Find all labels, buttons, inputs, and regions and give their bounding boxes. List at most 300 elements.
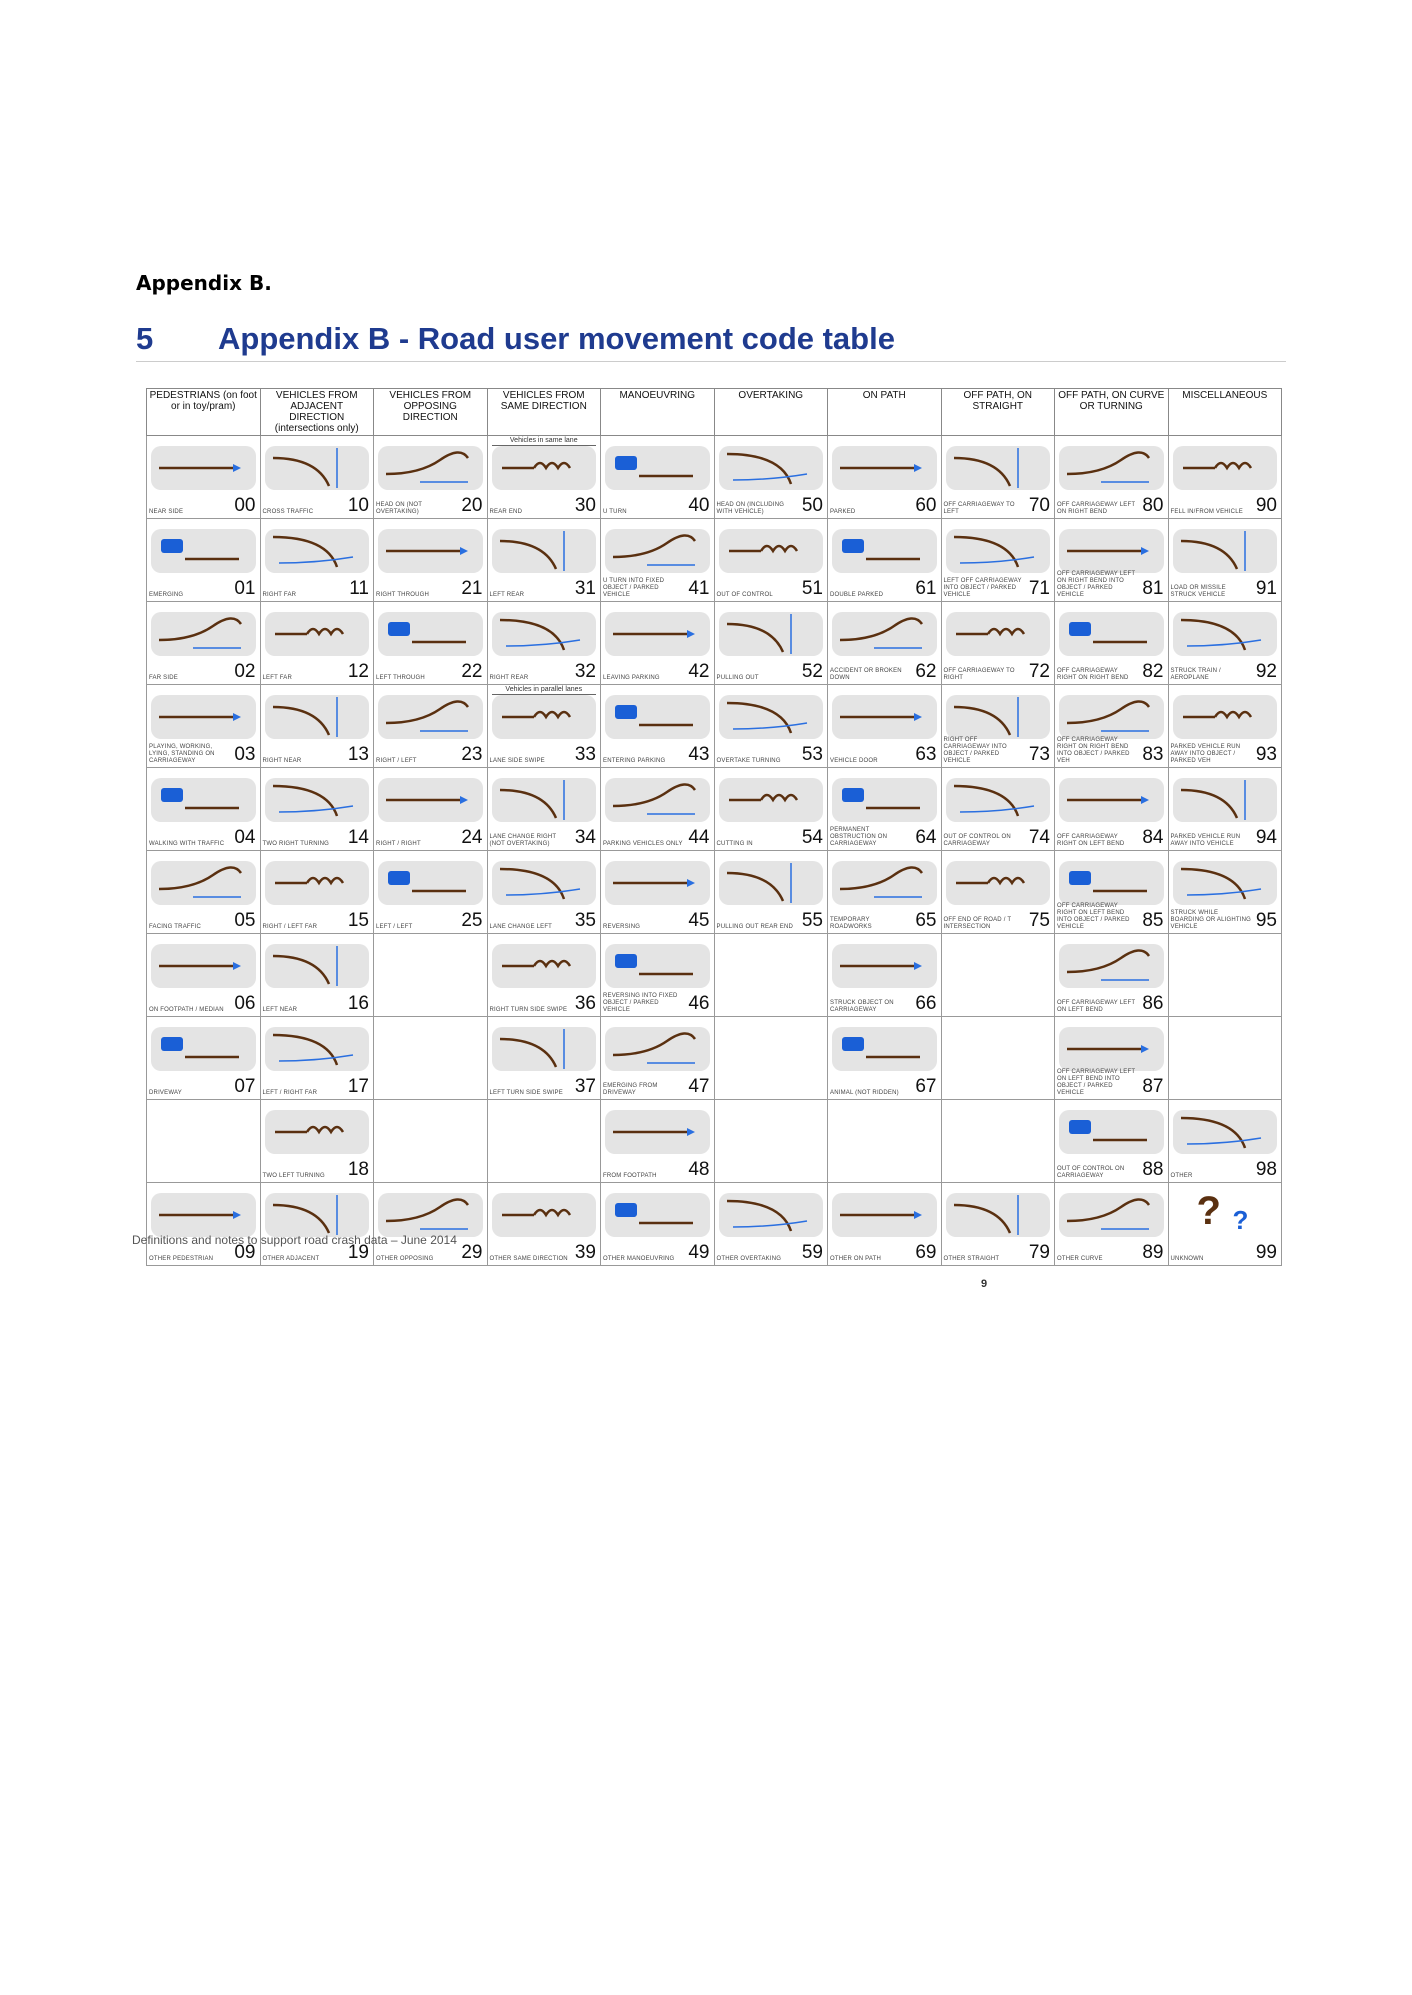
movement-cell [715,851,828,933]
movement-cell [1169,1183,1282,1265]
movement-label: TWO LEFT TURNING [262,1173,325,1179]
movement-label: OTHER OVERTAKING [716,1256,782,1262]
movement-label: FROM FOOTPATH [603,1173,657,1179]
code-cell [487,436,601,519]
movement-cell [261,934,374,1016]
movement-cell [715,685,828,767]
movement-label: RIGHT / LEFT FAR [262,924,318,930]
movement-code: 12 [347,661,369,682]
movement-cell [488,685,601,767]
code-cell [1168,436,1282,519]
code-cell [374,602,488,685]
movement-code: 17 [347,1076,369,1097]
code-cell [601,519,715,602]
code-cell [1168,768,1282,851]
movement-code: 83 [1142,744,1164,765]
movement-cell [1055,602,1168,684]
code-cell [828,851,942,934]
question-mark-icon: ? [1232,1205,1249,1235]
movement-label: OFF CARRIAGEWAY LEFT ON RIGHT BEND [1057,502,1136,515]
movement-code: 05 [234,910,256,931]
movement-code: 59 [801,1242,823,1263]
movement-cell [374,685,487,767]
code-cell [147,436,261,519]
movement-cell [488,1183,601,1265]
movement-code: 24 [461,827,483,848]
movement-code: 64 [915,827,937,848]
movement-label: RIGHT REAR [489,675,529,681]
movement-label: FAR SIDE [149,675,178,681]
movement-cell [147,768,260,850]
movement-label: PARKING VEHICLES ONLY [603,841,683,847]
movement-label: OTHER ADJACENT [262,1256,320,1262]
table-row [147,602,1282,685]
movement-code: 04 [234,827,256,848]
code-cell [1055,934,1169,1017]
movement-cell [374,519,487,601]
movement-label: RIGHT THROUGH [376,592,430,598]
movement-code: 51 [801,578,823,599]
movement-label: LANE CHANGE LEFT [489,924,553,930]
movement-cell [1055,1183,1168,1265]
code-cell [487,519,601,602]
movement-label: STRUCK WHILE BOARDING OR ALIGHTING VEHICLE [1170,910,1252,930]
code-cell [941,436,1055,519]
movement-code: 70 [1028,495,1050,516]
movement-cell [488,519,601,601]
movement-label: LEFT THROUGH [376,675,425,681]
movement-code: 22 [461,661,483,682]
movement-cell [715,602,828,684]
movement-label: PULLING OUT REAR END [716,924,794,930]
movement-label: STRUCK OBJECT ON CARRIAGEWAY [830,1000,894,1013]
movement-label: PARKED VEHICLE RUN AWAY INTO VEHICLE [1170,834,1241,847]
movement-code: 15 [347,910,369,931]
movement-label: LEFT NEAR [262,1007,298,1013]
movement-cell [374,1183,487,1265]
movement-code: 01 [234,578,256,599]
movement-label: OUT OF CONTROL ON CARRIAGEWAY [943,834,1011,847]
movement-code: 90 [1255,495,1277,516]
movement-code: 79 [1028,1242,1050,1263]
movement-label: REVERSING INTO FIXED OBJECT / PARKED VEHICLE [603,993,678,1013]
code-cell [714,768,828,851]
code-cell [260,1183,374,1266]
movement-label: FACING TRAFFIC [149,924,202,930]
movement-cell [261,851,374,933]
code-cell [260,768,374,851]
code-cell [941,685,1055,768]
movement-cell [942,436,1055,518]
movement-label: OFF CARRIAGEWAY LEFT ON LEFT BEND [1057,1000,1136,1013]
movement-label: ANIMAL (NOT RIDDEN) [830,1090,899,1096]
code-cell [260,685,374,768]
movement-cell [1169,768,1282,850]
movement-label: DOUBLE PARKED [830,592,884,598]
movement-cell [488,602,601,684]
code-cell [1055,1183,1169,1266]
movement-code: 42 [688,661,710,682]
code-cell [714,685,828,768]
code-cell [147,685,261,768]
movement-label: OTHER STRAIGHT [943,1256,1000,1262]
movement-label: ON FOOTPATH / MEDIAN [149,1007,224,1013]
movement-code: 06 [234,993,256,1014]
movement-label: OFF CARRIAGEWAY RIGHT ON RIGHT BEND [1057,668,1129,681]
movement-label: PULLING OUT [716,675,759,681]
movement-cell [715,519,828,601]
movement-code: 94 [1255,827,1277,848]
lane-note: Vehicles in same lane [492,436,597,446]
movement-code: 52 [801,661,823,682]
movement-code: 81 [1142,578,1164,599]
movement-cell [601,1100,714,1182]
movement-cell [147,436,260,518]
movement-code: 53 [801,744,823,765]
movement-code: 69 [915,1242,937,1263]
movement-code: 10 [347,495,369,516]
movement-label: OTHER SAME DIRECTION [489,1256,568,1262]
code-cell [1055,768,1169,851]
movement-cell [374,768,487,850]
movement-label: OFF END OF ROAD / T INTERSECTION [943,917,1012,930]
code-cell [374,768,488,851]
movement-cell [828,436,941,518]
movement-code: 87 [1142,1076,1164,1097]
code-cell [147,1183,261,1266]
movement-label: OTHER PEDESTRIAN [149,1256,214,1262]
movement-label: PLAYING, WORKING, LYING, STANDING ON CARRIAGEWAY [149,744,215,764]
code-cell [941,1017,1055,1100]
movement-label: OFF CARRIAGEWAY TO RIGHT [943,668,1015,681]
movement-label: ACCIDENT OR BROKEN DOWN [830,668,902,681]
code-cell [828,1017,942,1100]
code-cell [487,1183,601,1266]
code-cell [1055,1017,1169,1100]
movement-label: OUT OF CONTROL ON CARRIAGEWAY [1057,1166,1125,1179]
movement-cell [1169,851,1282,933]
movement-code: 72 [1028,661,1050,682]
movement-code: 65 [915,910,937,931]
movement-code: 23 [461,744,483,765]
movement-cell [942,519,1055,601]
code-cell [714,519,828,602]
movement-cell [374,602,487,684]
code-cell [714,1017,828,1100]
code-cell [1168,934,1282,1017]
movement-label: OTHER [1170,1173,1193,1179]
movement-code: 13 [347,744,369,765]
movement-cell [715,436,828,518]
movement-code: 89 [1142,1242,1164,1263]
movement-code: 11 [349,578,369,599]
code-cell [1168,685,1282,768]
movement-code: 86 [1142,993,1164,1014]
code-cell [828,1100,942,1183]
table-row [147,519,1282,602]
table-row [147,1183,1282,1266]
movement-label: VEHICLE DOOR [830,758,878,764]
movement-cell [1055,436,1168,518]
code-cell [487,851,601,934]
code-cell [601,1100,715,1183]
code-cell [260,519,374,602]
movement-cell [147,851,260,933]
movement-cell [261,519,374,601]
movement-cell [261,768,374,850]
movement-code: 71 [1028,578,1050,599]
table-row [147,685,1282,768]
movement-code: 73 [1028,744,1050,765]
movement-label: TWO RIGHT TURNING [262,841,330,847]
code-cell [941,851,1055,934]
movement-label: CROSS TRAFFIC [262,509,314,515]
appendix-label: Appendix B. [136,271,272,295]
code-cell [147,1017,261,1100]
movement-cell [147,519,260,601]
movement-label: CUTTING IN [716,841,753,847]
movement-label: HEAD ON (INCLUDING WITH VEHICLE) [716,502,785,515]
movement-code: 19 [347,1242,369,1263]
movement-code: 66 [915,993,937,1014]
code-cell [828,934,942,1017]
movement-label: RIGHT / RIGHT [376,841,421,847]
code-cell [1055,851,1169,934]
movement-cell [147,1017,260,1099]
movement-cell [1169,436,1282,518]
movement-label: LEFT / RIGHT FAR [262,1090,318,1096]
movement-code: 36 [574,993,596,1014]
movement-code: 82 [1142,661,1164,682]
movement-code: 16 [347,993,369,1014]
movement-cell [601,1183,714,1265]
movement-cell [601,685,714,767]
code-cell [374,1183,488,1266]
code-cell [1168,851,1282,934]
movement-code: 02 [234,661,256,682]
movement-code: 07 [234,1076,256,1097]
movement-label: LEFT / LEFT [376,924,413,930]
movement-cell [1055,934,1168,1016]
code-cell [714,934,828,1017]
movement-code: 32 [574,661,596,682]
movement-label: RIGHT OFF CARRIAGEWAY INTO OBJECT / PARKED VEHICLE [943,737,1007,764]
movement-label: RIGHT NEAR [262,758,302,764]
movement-code: 62 [915,661,937,682]
code-cell [601,1183,715,1266]
movement-code: 93 [1255,744,1277,765]
movement-cell [828,685,941,767]
movement-code: 75 [1028,910,1050,931]
movement-cell [601,1017,714,1099]
movement-cell [261,685,374,767]
movement-cell [261,1017,374,1099]
movement-cell [261,602,374,684]
movement-code: 41 [688,578,710,599]
movement-code: 49 [688,1242,710,1263]
movement-cell [828,851,941,933]
movement-cell [828,1183,941,1265]
movement-cell [488,934,601,1016]
movement-label: REVERSING [603,924,641,930]
movement-cell [715,1183,828,1265]
movement-code: 30 [574,495,596,516]
code-cell [487,1100,601,1183]
movement-label: OUT OF CONTROL [716,592,773,598]
movement-cell [828,602,941,684]
code-cell [1168,519,1282,602]
code-cell [828,519,942,602]
code-cell [147,519,261,602]
movement-code: 99 [1255,1242,1277,1263]
movement-label: EMERGING FROM DRIVEWAY [603,1083,658,1096]
code-cell [1055,519,1169,602]
movement-cell [828,934,941,1016]
code-cell [374,685,488,768]
movement-code: 60 [915,495,937,516]
code-cell [828,768,942,851]
code-cell [487,602,601,685]
code-cell [941,602,1055,685]
code-cell [147,934,261,1017]
movement-label: STRUCK TRAIN / AEROPLANE [1170,668,1221,681]
movement-cell [1055,768,1168,850]
code-cell [1055,602,1169,685]
movement-cell [942,685,1055,767]
movement-cell [488,768,601,850]
code-cell [714,1183,828,1266]
movement-cell [942,1183,1055,1265]
movement-label: OVERTAKE TURNING [716,758,781,764]
code-cell [828,685,942,768]
movement-cell [942,768,1055,850]
movement-code: 03 [234,744,256,765]
movement-code: 91 [1255,578,1277,599]
code-cell [374,519,488,602]
code-cell [714,1100,828,1183]
movement-code: 84 [1142,827,1164,848]
movement-label: LEFT OFF CARRIAGEWAY INTO OBJECT / PARKED VEHICLE [943,578,1022,598]
code-cell [1055,1100,1169,1183]
code-cell [147,851,261,934]
movement-label: OFF CARRIAGEWAY RIGHT ON LEFT BEND [1057,834,1125,847]
code-cell [601,851,715,934]
movement-code: 88 [1142,1159,1164,1180]
movement-cell [488,436,601,518]
code-cell [714,602,828,685]
movement-label: U TURN INTO FIXED OBJECT / PARKED VEHICLE [603,578,665,598]
code-cell [601,768,715,851]
code-cell [260,851,374,934]
section-title: Appendix B - Road user movement code table [218,321,895,356]
movement-cell [147,1183,260,1265]
code-cell [374,934,488,1017]
code-cell [601,436,715,519]
movement-label: OFF CARRIAGEWAY RIGHT ON RIGHT BEND INTO OBJECT / PARKED VEH [1057,737,1130,764]
code-cell [147,602,261,685]
code-cell [828,1183,942,1266]
movement-code: 31 [574,578,596,599]
column-header: MISCELLANEOUS [1168,389,1282,436]
column-header: ON PATH [828,389,942,436]
movement-label: RIGHT TURN SIDE SWIPE [489,1007,568,1013]
movement-code: 54 [801,827,823,848]
movement-label: LOAD OR MISSILE STRUCK VEHICLE [1170,585,1226,598]
code-cell [941,768,1055,851]
movement-code: 95 [1255,910,1277,931]
movement-code: 61 [915,578,937,599]
movement-code: 46 [688,993,710,1014]
column-header: OVERTAKING [714,389,828,436]
movement-cell [147,602,260,684]
movement-code: 37 [574,1076,596,1097]
movement-label: OTHER MANOEUVRING [603,1256,675,1262]
movement-cell [601,519,714,601]
movement-code: 74 [1028,827,1050,848]
code-cell [941,1183,1055,1266]
code-cell [487,1017,601,1100]
movement-code: 25 [461,910,483,931]
movement-label: LEAVING PARKING [603,675,660,681]
movement-label: LEFT TURN SIDE SWIPE [489,1090,563,1096]
movement-label: PARKED VEHICLE RUN AWAY INTO OBJECT / PARKED VEH [1170,744,1241,764]
movement-label: REAR END [489,509,523,515]
table-row [147,436,1282,519]
movement-label: LEFT REAR [489,592,525,598]
movement-label: OTHER ON PATH [830,1256,882,1262]
code-cell [374,436,488,519]
movement-cell [261,1183,374,1265]
movement-code: 18 [347,1159,369,1180]
code-cell [1168,1017,1282,1100]
code-cell [374,1017,488,1100]
footer-note: Definitions and notes to support road crash data – June 2014 [132,1233,457,1247]
code-cell [601,934,715,1017]
movement-code: 92 [1255,661,1277,682]
question-mark-icon: ? [1196,1189,1221,1233]
movement-label: OFF CARRIAGEWAY LEFT ON RIGHT BEND INTO OBJECT / PARKED VEHICLE [1057,571,1136,598]
movement-label: UNKNOWN [1170,1256,1204,1262]
movement-label: OFF CARRIAGEWAY TO LEFT [943,502,1015,515]
movement-cell [261,1100,374,1182]
movement-code: 85 [1142,910,1164,931]
code-cell [260,1017,374,1100]
code-cell [374,851,488,934]
table-row [147,851,1282,934]
movement-cell [1055,519,1168,601]
movement-cell [261,436,374,518]
movement-label: RIGHT FAR [262,592,297,598]
movement-cell [601,851,714,933]
movement-code: 67 [915,1076,937,1097]
code-cell [828,602,942,685]
movement-label: PERMANENT OBSTRUCTION ON CARRIAGEWAY [830,827,888,847]
movement-cell [1169,685,1282,767]
column-header: OFF PATH, ON CURVE OR TURNING [1055,389,1169,436]
movement-code: 80 [1142,495,1164,516]
table-row [147,1100,1282,1183]
movement-cell [1055,685,1168,767]
table-row [147,934,1282,1017]
movement-label: OFF CARRIAGEWAY LEFT ON LEFT BEND INTO OBJECT / PARKED VEHICLE [1057,1069,1136,1096]
movement-label: TEMPORARY ROADWORKS [830,917,872,930]
code-cell [941,1100,1055,1183]
movement-cell [1169,519,1282,601]
code-cell [714,851,828,934]
code-cell [487,934,601,1017]
movement-code: 40 [688,495,710,516]
movement-cell [601,602,714,684]
